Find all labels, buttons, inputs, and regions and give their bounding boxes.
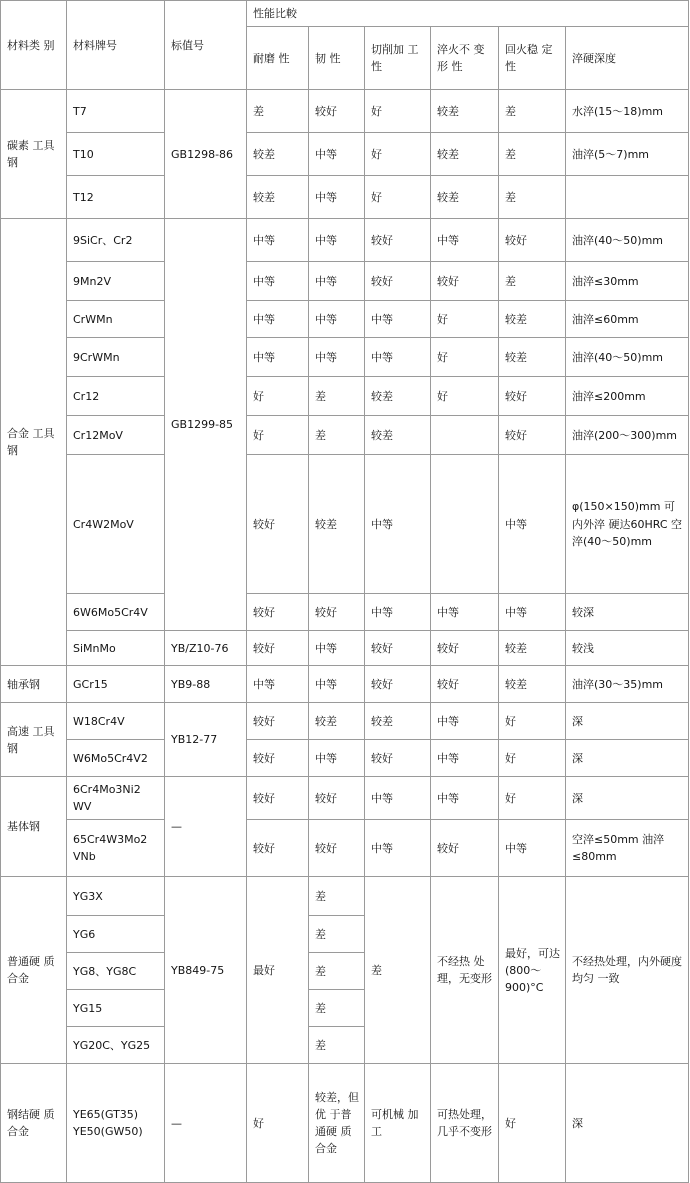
row-grade: 6W6Mo5Cr4V xyxy=(67,594,165,631)
row-standard: YB12-77 xyxy=(165,703,247,777)
cell-toughness: 差 xyxy=(309,953,365,990)
cell-machinability: 较差 xyxy=(365,377,431,416)
table-header-row xyxy=(1,1,689,27)
row-grade: W6Mo5Cr4V2 xyxy=(67,740,165,777)
cell-machinability: 可机械 加工 xyxy=(365,1064,431,1183)
cell-deformation: 较差 xyxy=(431,90,499,133)
cell-machinability: 好 xyxy=(365,90,431,133)
table-row xyxy=(1,301,689,338)
cell-toughness: 差 xyxy=(309,916,365,953)
cell-depth: 深 xyxy=(566,740,689,777)
table-row xyxy=(1,90,689,133)
table-row xyxy=(1,133,689,176)
table-row xyxy=(1,338,689,377)
cell-depth: 油淬≤60mm xyxy=(566,301,689,338)
cell-depth: 油淬(5～7)mm xyxy=(566,133,689,176)
cell-deformation: 不经热 处理，无变形 xyxy=(431,877,499,1064)
cell-temper: 较好 xyxy=(499,377,566,416)
row-grade: YG6 xyxy=(67,916,165,953)
table-row xyxy=(1,455,689,594)
table-row xyxy=(1,777,689,820)
table-row xyxy=(1,1064,689,1183)
cell-toughness: 差 xyxy=(309,990,365,1027)
cell-depth: 空淬≤50mm 油淬≤80mm xyxy=(566,820,689,877)
cell-temper: 差 xyxy=(499,176,566,219)
table-row xyxy=(1,219,689,262)
cell-toughness: 较好 xyxy=(309,90,365,133)
cell-depth: 油淬≤200mm xyxy=(566,377,689,416)
row-standard: YB/Z10-76 xyxy=(165,631,247,666)
cell-temper: 好 xyxy=(499,777,566,820)
cell-depth: 不经热处理，内外硬度均匀 一致 xyxy=(566,877,689,1064)
cell-wear: 中等 xyxy=(247,219,309,262)
row-grade: Cr12MoV xyxy=(67,416,165,455)
header-prop-machinability: 切削加 工性 xyxy=(365,27,431,90)
cell-depth: 深 xyxy=(566,777,689,820)
row-standard: YB849-75 xyxy=(165,877,247,1064)
row-grade: 9SiCr、Cr2 xyxy=(67,219,165,262)
cell-machinability: 中等 xyxy=(365,301,431,338)
cell-toughness: 中等 xyxy=(309,338,365,377)
cell-wear: 好 xyxy=(247,416,309,455)
cell-depth: 较深 xyxy=(566,594,689,631)
cell-toughness: 中等 xyxy=(309,219,365,262)
cell-deformation: 中等 xyxy=(431,594,499,631)
cell-toughness: 中等 xyxy=(309,301,365,338)
cell-toughness: 较差 xyxy=(309,703,365,740)
cell-depth: 油淬(40～50)mm xyxy=(566,219,689,262)
row-grade: GCr15 xyxy=(67,666,165,703)
cell-machinability: 较好 xyxy=(365,740,431,777)
cell-wear: 较差 xyxy=(247,133,309,176)
row-grade: SiMnMo xyxy=(67,631,165,666)
cell-temper: 好 xyxy=(499,740,566,777)
cell-temper: 较差 xyxy=(499,338,566,377)
table-row xyxy=(1,176,689,219)
row-standard: GB1299-85 xyxy=(165,219,247,631)
cell-machinability: 中等 xyxy=(365,338,431,377)
cell-deformation: 可热处理，几乎不变形 xyxy=(431,1064,499,1183)
cell-temper: 较差 xyxy=(499,666,566,703)
row-grade: Cr12 xyxy=(67,377,165,416)
cell-machinability: 中等 xyxy=(365,594,431,631)
cell-machinability: 好 xyxy=(365,133,431,176)
cell-deformation: 中等 xyxy=(431,703,499,740)
cell-depth: 油淬≤30mm xyxy=(566,262,689,301)
cell-deformation: 中等 xyxy=(431,740,499,777)
cell-temper: 差 xyxy=(499,262,566,301)
header-prop-wear: 耐磨 性 xyxy=(247,27,309,90)
cell-deformation xyxy=(431,455,499,594)
cell-wear: 最好 xyxy=(247,877,309,1064)
header-prop-temper-stability: 回火稳 定性 xyxy=(499,27,566,90)
cell-wear: 较好 xyxy=(247,455,309,594)
table-row xyxy=(1,740,689,777)
header-performance-group: 性能比較 xyxy=(247,1,689,27)
cell-temper: 最好，可达(800～900)°C xyxy=(499,877,566,1064)
cell-wear: 中等 xyxy=(247,666,309,703)
row-standard: — xyxy=(165,1064,247,1183)
cell-toughness: 较好 xyxy=(309,594,365,631)
cell-toughness: 较好 xyxy=(309,777,365,820)
row-category: 轴承钢 xyxy=(1,666,67,703)
row-category: 基体钢 xyxy=(1,777,67,877)
header-prop-toughness: 韧 性 xyxy=(309,27,365,90)
cell-toughness: 差 xyxy=(309,416,365,455)
table-row xyxy=(1,820,689,877)
cell-depth: 深 xyxy=(566,703,689,740)
row-grade: 9CrWMn xyxy=(67,338,165,377)
cell-deformation: 较好 xyxy=(431,631,499,666)
table-row xyxy=(1,594,689,631)
cell-toughness: 较差 xyxy=(309,455,365,594)
cell-wear: 好 xyxy=(247,1064,309,1183)
cell-temper: 较好 xyxy=(499,416,566,455)
table-row xyxy=(1,262,689,301)
cell-deformation: 好 xyxy=(431,301,499,338)
cell-depth xyxy=(566,176,689,219)
cell-deformation xyxy=(431,416,499,455)
table-row xyxy=(1,631,689,666)
row-grade: Cr4W2MoV xyxy=(67,455,165,594)
cell-toughness: 中等 xyxy=(309,133,365,176)
cell-temper: 较好 xyxy=(499,219,566,262)
row-grade: T12 xyxy=(67,176,165,219)
header-prop-deformation: 淬火不 变形 性 xyxy=(431,27,499,90)
cell-temper: 差 xyxy=(499,133,566,176)
header-grade: 材料牌号 xyxy=(67,1,165,90)
cell-wear: 好 xyxy=(247,377,309,416)
row-grade: 65Cr4W3Mo2 VNb xyxy=(67,820,165,877)
cell-depth: 油淬(200～300)mm xyxy=(566,416,689,455)
cell-toughness: 差 xyxy=(309,877,365,916)
cell-wear: 较好 xyxy=(247,777,309,820)
cell-depth: 较浅 xyxy=(566,631,689,666)
cell-temper: 较差 xyxy=(499,631,566,666)
cell-machinability: 较差 xyxy=(365,416,431,455)
cell-machinability: 较好 xyxy=(365,219,431,262)
cell-toughness: 中等 xyxy=(309,740,365,777)
cell-deformation: 较差 xyxy=(431,133,499,176)
cell-toughness: 差 xyxy=(309,377,365,416)
cell-wear: 较好 xyxy=(247,594,309,631)
row-standard: YB9-88 xyxy=(165,666,247,703)
cell-machinability: 较好 xyxy=(365,631,431,666)
table-row xyxy=(1,666,689,703)
row-grade: YE65(GT35) YE50(GW50) xyxy=(67,1064,165,1183)
cell-deformation: 中等 xyxy=(431,219,499,262)
row-grade: T7 xyxy=(67,90,165,133)
header-standard: 标值号 xyxy=(165,1,247,90)
header-prop-hardening-depth: 淬硬深度 xyxy=(566,27,689,90)
cell-wear: 较好 xyxy=(247,820,309,877)
cell-toughness: 较好 xyxy=(309,820,365,877)
row-grade: YG15 xyxy=(67,990,165,1027)
table-row xyxy=(1,416,689,455)
row-grade: 6Cr4Mo3Ni2 WV xyxy=(67,777,165,820)
cell-machinability: 差 xyxy=(365,877,431,1064)
cell-deformation: 较好 xyxy=(431,666,499,703)
row-category: 碳素 工具钢 xyxy=(1,90,67,219)
cell-toughness: 中等 xyxy=(309,176,365,219)
row-category: 普通硬 质合金 xyxy=(1,877,67,1064)
table-row xyxy=(1,877,689,916)
cell-depth: 深 xyxy=(566,1064,689,1183)
row-grade: YG3X xyxy=(67,877,165,916)
cell-wear: 中等 xyxy=(247,301,309,338)
cell-machinability: 中等 xyxy=(365,455,431,594)
cell-machinability: 中等 xyxy=(365,820,431,877)
cell-toughness: 中等 xyxy=(309,262,365,301)
row-standard: GB1298-86 xyxy=(165,90,247,219)
cell-depth: 水淬(15～18)mm xyxy=(566,90,689,133)
cell-machinability: 较差 xyxy=(365,703,431,740)
cell-deformation: 较差 xyxy=(431,176,499,219)
cell-temper: 中等 xyxy=(499,455,566,594)
cell-deformation: 较好 xyxy=(431,820,499,877)
cell-toughness: 较差，但优 于普通硬 质合金 xyxy=(309,1064,365,1183)
cell-machinability: 好 xyxy=(365,176,431,219)
cell-machinability: 中等 xyxy=(365,777,431,820)
row-grade: W18Cr4V xyxy=(67,703,165,740)
cell-temper: 中等 xyxy=(499,594,566,631)
cell-wear: 较好 xyxy=(247,740,309,777)
cell-deformation: 中等 xyxy=(431,777,499,820)
cell-wear: 中等 xyxy=(247,262,309,301)
cell-machinability: 较好 xyxy=(365,666,431,703)
cell-deformation: 较好 xyxy=(431,262,499,301)
row-grade: YG8、YG8C xyxy=(67,953,165,990)
row-grade: 9Mn2V xyxy=(67,262,165,301)
cell-deformation: 好 xyxy=(431,338,499,377)
header-category: 材料类 别 xyxy=(1,1,67,90)
row-grade: YG20C、YG25 xyxy=(67,1027,165,1064)
row-standard: — xyxy=(165,777,247,877)
row-category: 钢结硬 质合金 xyxy=(1,1064,67,1183)
cell-temper: 中等 xyxy=(499,820,566,877)
cell-temper: 差 xyxy=(499,90,566,133)
cell-deformation: 好 xyxy=(431,377,499,416)
cell-depth: 油淬(30～35)mm xyxy=(566,666,689,703)
table-row xyxy=(1,377,689,416)
cell-depth: φ(150×150)mm 可内外淬 硬达60HRC 空 淬(40～50)mm xyxy=(566,455,689,594)
cell-wear: 较好 xyxy=(247,703,309,740)
table-row xyxy=(1,703,689,740)
cell-temper: 好 xyxy=(499,703,566,740)
cell-toughness: 中等 xyxy=(309,631,365,666)
cell-wear: 较差 xyxy=(247,176,309,219)
row-grade: CrWMn xyxy=(67,301,165,338)
row-category: 合金 工具钢 xyxy=(1,219,67,666)
cell-toughness: 中等 xyxy=(309,666,365,703)
cell-wear: 中等 xyxy=(247,338,309,377)
row-category: 高速 工具钢 xyxy=(1,703,67,777)
cell-machinability: 较好 xyxy=(365,262,431,301)
cell-temper: 好 xyxy=(499,1064,566,1183)
cell-wear: 较好 xyxy=(247,631,309,666)
cell-toughness: 差 xyxy=(309,1027,365,1064)
cell-depth: 油淬(40～50)mm xyxy=(566,338,689,377)
cell-temper: 较差 xyxy=(499,301,566,338)
row-grade: T10 xyxy=(67,133,165,176)
cell-wear: 差 xyxy=(247,90,309,133)
